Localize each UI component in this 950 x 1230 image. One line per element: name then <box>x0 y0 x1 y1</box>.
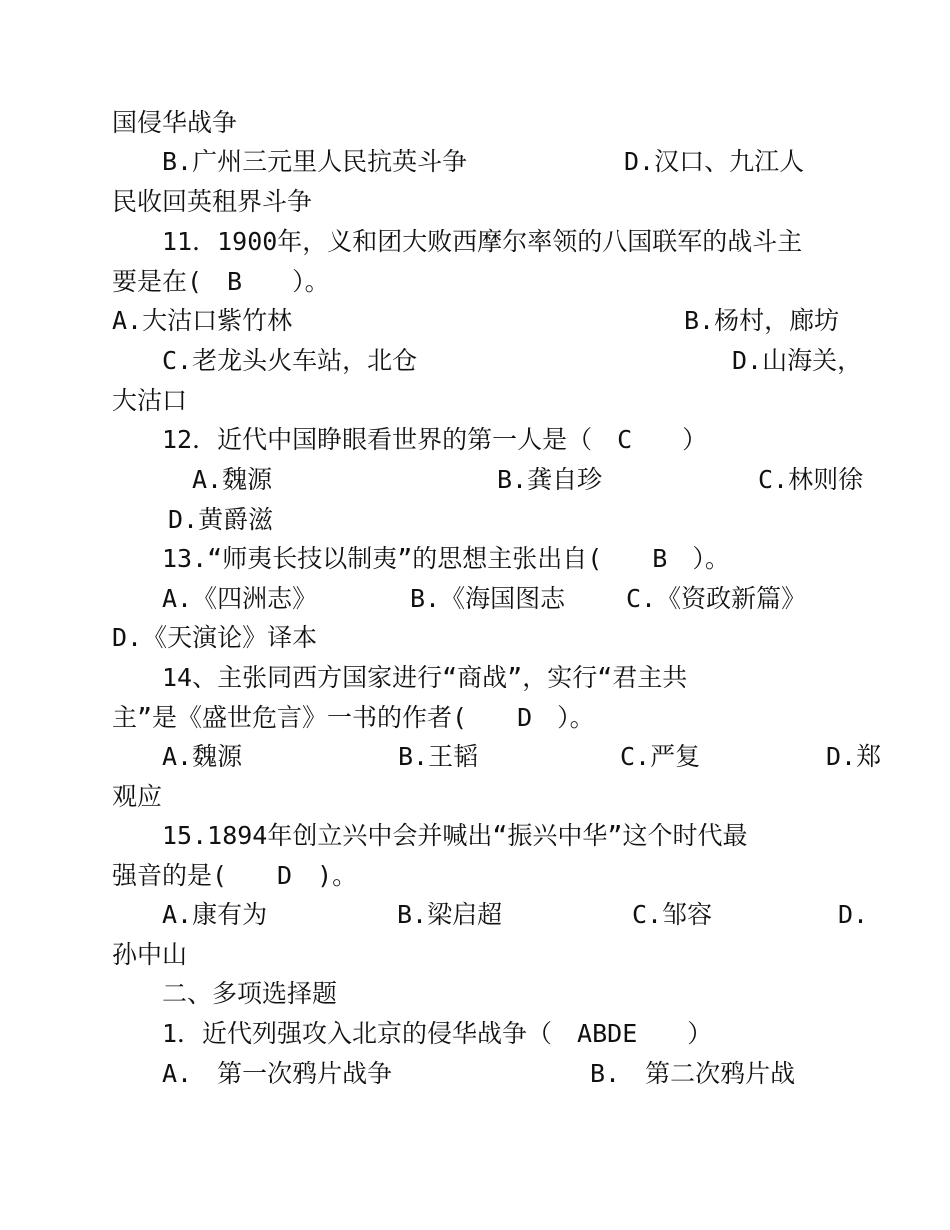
text-line <box>0 142 950 182</box>
text-line <box>0 777 950 817</box>
text-line <box>0 579 950 619</box>
text-segment: A.魏源 <box>162 742 243 771</box>
text-segment: 11．1900年，义和团大败西摩尔率领的八国联军的战斗主 <box>162 227 803 256</box>
text-line <box>0 737 950 777</box>
text-segment: 12．近代中国睁眼看世界的第一人是（ C ） <box>162 425 708 454</box>
text-line <box>0 460 950 500</box>
text-segment: A.康有为 <box>162 900 268 929</box>
text-segment: 主”是《盛世危言》一书的作者( D ）。 <box>112 703 595 732</box>
text-line <box>0 500 950 540</box>
text-segment: D.《天演论》译本 <box>112 623 318 652</box>
text-line <box>0 539 950 579</box>
text-segment: D. <box>838 900 869 929</box>
text-segment: 强音的是( D )。 <box>112 861 358 890</box>
text-segment: 观应 <box>112 782 163 811</box>
text-line <box>0 856 950 896</box>
text-segment: C.《资政新篇》 <box>626 584 807 613</box>
text-segment: D.汉口、九江人 <box>624 147 805 176</box>
text-segment: B.王韬 <box>398 742 479 771</box>
text-line <box>0 1014 950 1054</box>
text-segment: A.魏源 <box>192 465 273 494</box>
text-segment: 孙中山 <box>112 940 188 969</box>
text-segment: A. 第一次鸦片战争 <box>162 1059 393 1088</box>
text-line <box>0 618 950 658</box>
text-segment: 民收回英租界斗争 <box>112 187 313 216</box>
text-line <box>0 658 950 698</box>
text-segment: B.广州三元里人民抗英斗争 <box>162 147 468 176</box>
text-line <box>0 301 950 341</box>
text-segment: 1．近代列强攻入北京的侵华战争（ ABDE ） <box>162 1019 713 1048</box>
text-segment: D.山海关， <box>732 346 863 375</box>
text-line <box>0 935 950 975</box>
text-line <box>0 381 950 421</box>
text-segment: C.严复 <box>620 742 701 771</box>
text-segment: 15.1894年创立兴中会并喊出“振兴中华”这个时代最 <box>162 821 748 850</box>
text-segment: C.林则徐 <box>758 465 864 494</box>
text-segment: D.黄爵滋 <box>168 505 274 534</box>
text-line <box>0 341 950 381</box>
text-segment: B.《海国图志 <box>410 584 566 613</box>
section-heading <box>0 974 950 1014</box>
text-line <box>0 895 950 935</box>
text-line <box>0 182 950 222</box>
text-line <box>0 1054 950 1094</box>
text-segment: 要是在( B ）。 <box>112 267 330 296</box>
text-line <box>0 420 950 460</box>
text-line <box>0 222 950 262</box>
text-segment: 国侵华战争 <box>112 108 238 137</box>
text-segment: 14、主张同西方国家进行“商战”，实行“君主共 <box>162 663 688 692</box>
text-segment: D.郑 <box>826 742 882 771</box>
text-line <box>0 698 950 738</box>
text-segment: A.《四洲志》 <box>162 584 318 613</box>
text-segment: A.大沽口紫竹林 <box>112 306 293 335</box>
text-line <box>0 816 950 856</box>
text-line <box>0 103 950 143</box>
text-segment: 大沽口 <box>112 386 188 415</box>
text-segment: 13.“师夷长技以制夷”的思想主张出自( B ）。 <box>162 544 730 573</box>
text-segment: C.邹容 <box>632 900 713 929</box>
text-segment: C.老龙头火车站，北仓 <box>162 346 418 375</box>
text-segment: B.梁启超 <box>397 900 503 929</box>
text-segment: B. 第二次鸦片战 <box>590 1059 796 1088</box>
text-segment: B.龚自珍 <box>497 465 603 494</box>
text-line <box>0 262 950 302</box>
text-segment: 二、多项选择题 <box>162 979 338 1008</box>
text-segment: B.杨村，廊坊 <box>684 306 840 335</box>
